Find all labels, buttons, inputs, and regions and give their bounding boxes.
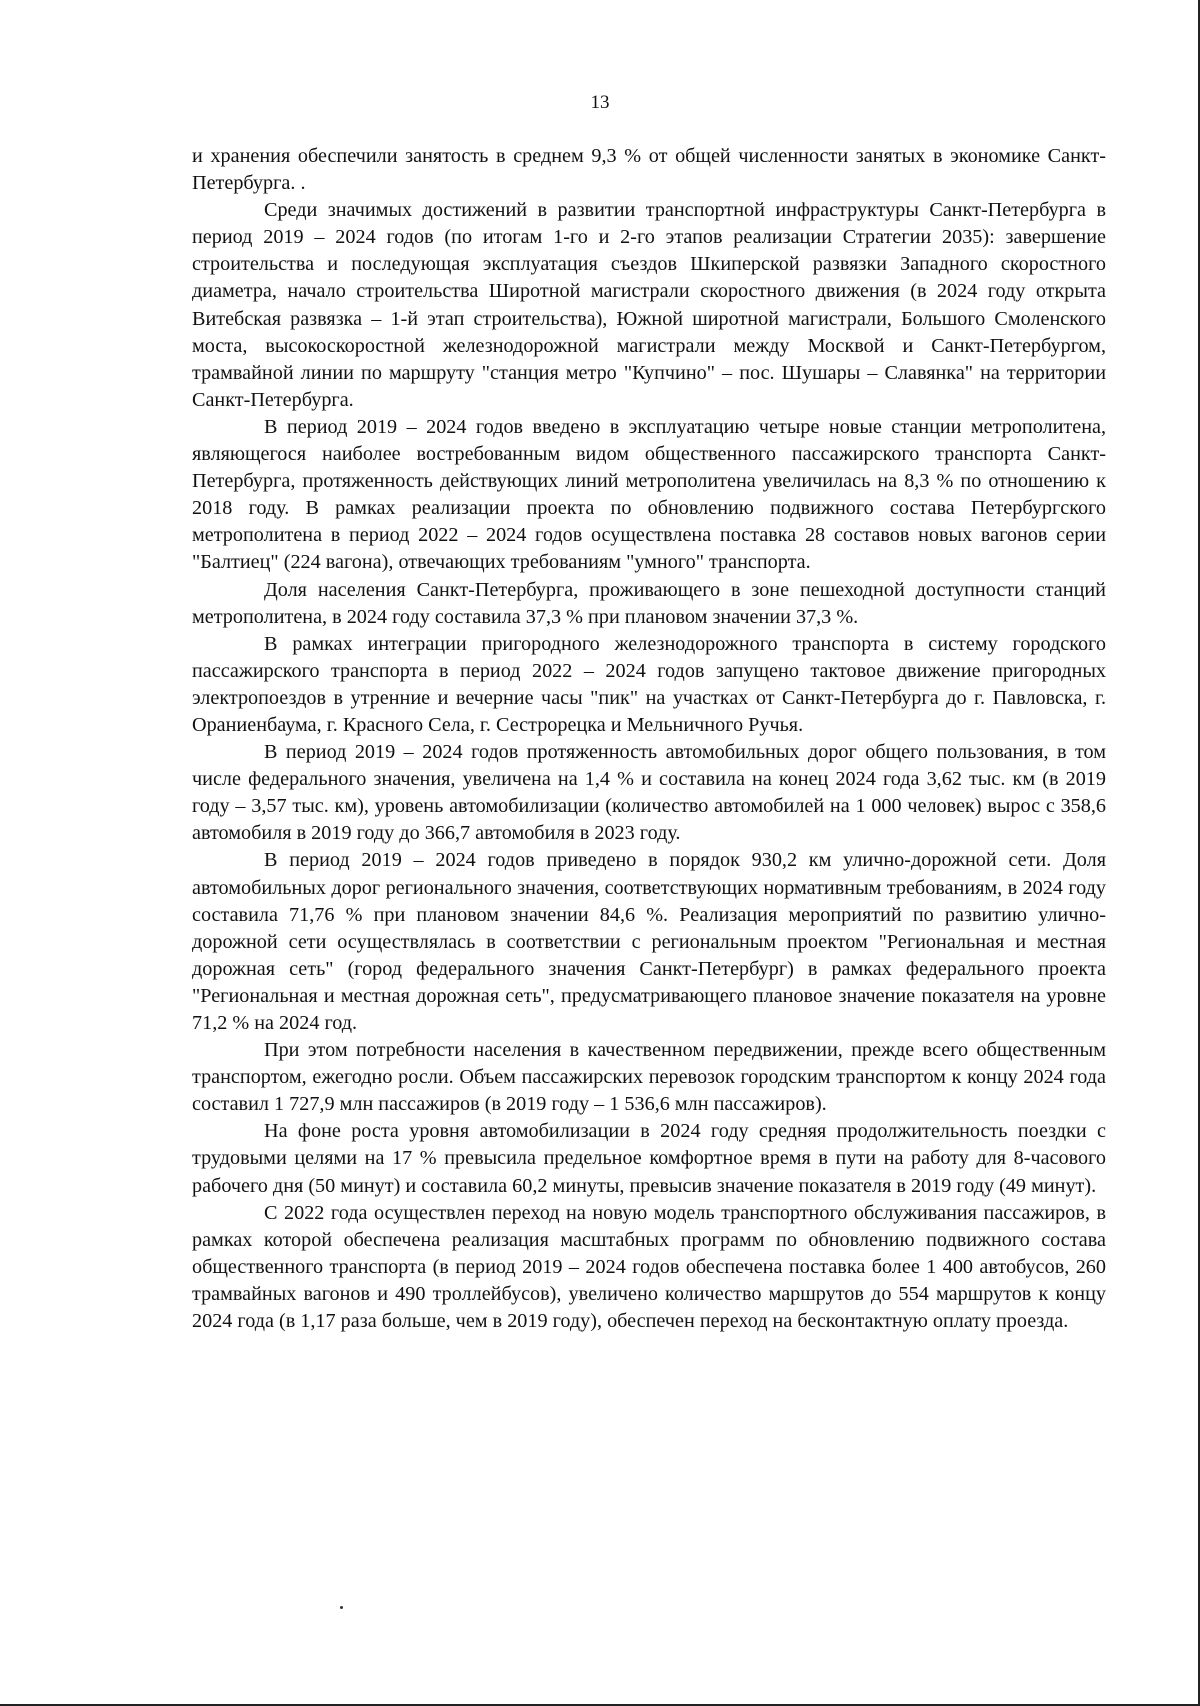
paragraph-road-network: В период 2019 – 2024 годов приведено в порядок 930,2 км улично-дорожной сети. Доля автомобильных дорог регионального значения, соответствующих нормативным требованиям, в 2024 году составила 71,76 % при плановом значении 84,6 %. Реализация мероприятий по развитию улично-дорожной сети осуществлялась в соответствии с региональным проектом "Региональная и местная дорожная сеть" (город федерального значения Санкт-Петербург) в рамках федерального проекта "Региональная и местная дорожная сеть", предусматривающего плановое значение показателя на уровне 71,2 % на 2024 год.	[192, 849, 1106, 1034]
paragraph-commute-time: На фоне роста уровня автомобилизации в 2024 году средняя продолжительность поездки с трудовыми целями на 17 % превысила предельное комфортное время в пути на работу для 8-часового рабочего дня (50 минут) и составила 60,2 минуты, превысив значение показателя в 2019 году (49 минут).	[192, 1120, 1106, 1197]
paragraph-transport-model: С 2022 года осуществлен переход на новую модель транспортного обслуживания пассажиров, в рамках которой обеспечена реализация масштабных программ по обновлению подвижного состава общественного транспорта (в период 2019 – 2024 годов обеспечена поставка более 1 400 автобусов, 260 трамвайных вагонов и 490 троллейбусов), увеличено количество маршрутов до 554 маршрутов к концу 2024 года (в 1,17 раза больше, чем в 2019 году), обеспечен переход на бесконтактную оплату проезда.	[192, 1201, 1106, 1333]
document-body	[192, 143, 1106, 1335]
paragraph-metro-stations: В период 2019 – 2024 годов введено в эксплуатацию четыре новые станции метрополитена, являющегося наиболее востребованным видом общественного пассажирского транспорта Санкт-Петербурга, протяженность действующих линий метрополитена увеличилась на 8,3 % по отношению к 2018 году. В рамках реализации проекта по обновлению подвижного состава Петербургского метрополитена в период 2022 – 2024 годов осуществлена поставка 28 составов новых вагонов серии "Балтиец" (224 вагона), отвечающих требованиям "умного" транспорта.	[192, 415, 1106, 574]
paragraph-road-length: В период 2019 – 2024 годов протяженность автомобильных дорог общего пользования, в том числе федерального значения, увеличена на 1,4 % и составила на конец 2024 года 3,62 тыс. км (в 2019 году – 3,57 тыс. км), уровень автомобилизации (количество автомобилей на 1 000 человек) вырос с 358,6 автомобиля в 2019 году до 366,7 автомобиля в 2023 году.	[192, 741, 1106, 845]
paragraph-employment-continuation: и хранения обеспечили занятость в среднем 9,3 % от общей численности занятых в экономике Санкт-Петербурга. .	[192, 145, 1106, 195]
scan-artifact-dot	[340, 1606, 343, 1609]
paragraph-suburban-rail: В рамках интеграции пригородного железнодорожного транспорта в систему городского пассажирского транспорта в период 2022 – 2024 годов запущено тактовое движение пригородных электропоездов в утренние и вечерние часы "пик" на участках от Санкт-Петербурга до г. Павловска, г. Ораниенбаума, г. Красного Села, г. Сестрорецка и Мельничного Ручья.	[192, 632, 1106, 736]
page-number: 13	[590, 92, 610, 113]
paragraph-passenger-traffic: При этом потребности населения в качественном передвижении, прежде всего общественным транспортом, ежегодно росли. Объем пассажирских перевозок городским транспортом к концу 2024 года составил 1 727,9 млн пассажиров (в 2019 году – 1 536,6 млн пассажиров).	[192, 1039, 1106, 1116]
paragraph-metro-accessibility: Доля населения Санкт-Петербурга, проживающего в зоне пешеходной доступности станций метрополитена, в 2024 году составила 37,3 % при плановом значении 37,3 %.	[192, 578, 1106, 628]
paragraph-transport-infrastructure: Среди значимых достижений в развитии транспортной инфраструктуры Санкт-Петербурга в период 2019 – 2024 годов (по итогам 1-го и 2-го этапов реализации Стратегии 2035): завершение строительства и последующая эксплуатация съездов Шкиперской развязки Западного скоростного диаметра, начало строительства Широтной магистрали скоростного движения (в 2024 году открыта Витебская развязка – 1-й этап строительства), Южной широтной магистрали, Большого Смоленского моста, высокоскоростной железнодорожной магистрали между Москвой и Санкт-Петербургом, трамвайной линии по маршруту "станция метро "Купчино" – пос. Шушары – Славянка" на территории Санкт-Петербурга.	[192, 199, 1106, 411]
